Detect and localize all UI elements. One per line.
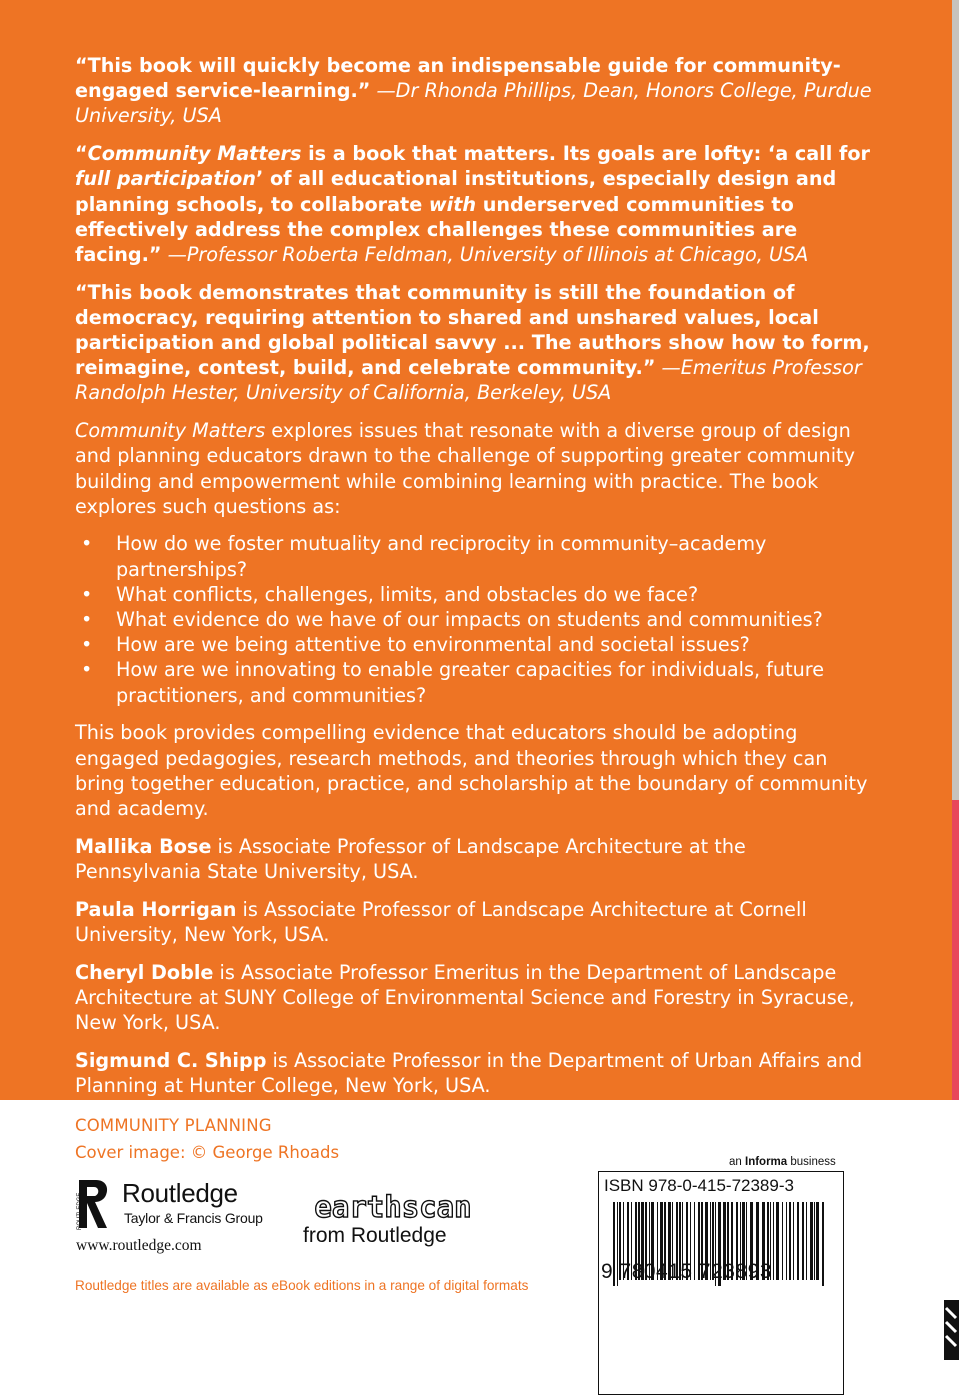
barcode-bar bbox=[816, 1202, 819, 1280]
quote-text: Community Matters bbox=[87, 142, 302, 166]
author-bios bbox=[75, 834, 875, 1098]
barcode-bar bbox=[773, 1202, 774, 1280]
earthscan-logo bbox=[303, 1190, 483, 1224]
endorsement-quote bbox=[75, 53, 875, 129]
publisher-url[interactable]: www.routledge.com bbox=[76, 1237, 202, 1254]
barcode-bar bbox=[789, 1202, 791, 1280]
routledge-name: Routledge bbox=[122, 1178, 238, 1208]
barcode-bar bbox=[814, 1202, 815, 1280]
quote-text: full participation bbox=[75, 167, 256, 191]
barcode-bar bbox=[782, 1202, 783, 1280]
question-item: • How are we being attentive to environmental and societal issues? bbox=[75, 632, 875, 657]
quote-text: “This book will quickly become an indispensable guide for community-engaged service-learning.” bbox=[75, 54, 841, 103]
barcode-bar bbox=[793, 1202, 794, 1280]
author-bio-text: is Associate Professor of Landscape Architecture at Cornell University, New York, USA. bbox=[75, 897, 807, 946]
author-name: Mallika Bose bbox=[75, 834, 212, 858]
spine-pink-band bbox=[952, 800, 959, 1100]
question-list bbox=[75, 531, 875, 707]
barcode-bar bbox=[786, 1202, 787, 1280]
barcode-bar bbox=[810, 1202, 813, 1280]
barcode-digits: 9 780415 723893 bbox=[601, 1260, 772, 1283]
question-item: • How are we innovating to enable greater capacities for individuals, future practitioners, and communities? bbox=[75, 657, 875, 707]
svg-text:ROUTLEDGE: ROUTLEDGE bbox=[77, 1192, 83, 1230]
routledge-mark-icon bbox=[76, 1176, 112, 1232]
barcode-bar bbox=[797, 1202, 799, 1280]
intro-book-title: Community Matters bbox=[75, 419, 266, 443]
author-bio bbox=[75, 1048, 875, 1098]
back-cover-text bbox=[75, 53, 875, 1111]
endorsement-quote bbox=[75, 141, 875, 267]
author-name: Cheryl Doble bbox=[75, 960, 214, 984]
endorsements bbox=[75, 53, 875, 406]
quote-text: ’ of all educational institutions, especially design and planning schools, to collaborate bbox=[75, 167, 837, 216]
informa-bold: Informa bbox=[745, 1156, 788, 1168]
informa-tagline bbox=[729, 1156, 836, 1168]
spine-corner-mark-icon bbox=[926, 1300, 959, 1360]
question-item: • What conflicts, challenges, limits, and obstacles do we face? bbox=[75, 582, 875, 607]
quote-text: “ bbox=[75, 142, 88, 166]
author-name: Sigmund C. Shipp bbox=[75, 1048, 267, 1072]
informa-pre: an bbox=[729, 1156, 745, 1168]
quote-attribution: —Emeritus Professor Randolph Hester, University of California, Berkeley, USA bbox=[75, 356, 862, 405]
isbn-label: ISBN 978-0-415-72389-3 bbox=[604, 1176, 794, 1195]
author-bio bbox=[75, 960, 875, 1036]
cover-footer bbox=[0, 1100, 959, 1360]
subject-category: COMMUNITY PLANNING bbox=[75, 1116, 272, 1135]
intro-paragraph bbox=[75, 418, 875, 519]
endorsement-quote bbox=[75, 280, 875, 406]
spine-edge-strip bbox=[952, 0, 959, 1100]
author-bio-text: is Associate Professor in the Department of Urban Affairs and Planning at Hunter College, New York, USA. bbox=[75, 1048, 863, 1097]
author-bio bbox=[75, 834, 875, 884]
informa-post: business bbox=[787, 1156, 836, 1168]
routledge-logo bbox=[76, 1176, 276, 1236]
author-bio bbox=[75, 897, 875, 947]
intro-text: explores issues that resonate with a diverse group of design and planning educators drawn to the challenge of supporting greater community building and empowerment while combining learning with practice. The book explores such questions as: bbox=[75, 419, 855, 518]
question-item: • What evidence do we have of our impacts on students and communities? bbox=[75, 607, 875, 632]
quote-text: is a book that matters. Its goals are lofty: ‘a call for bbox=[301, 142, 870, 166]
earthscan-wordmark: earthscan bbox=[314, 1190, 472, 1224]
earthscan-from-routledge: from Routledge bbox=[303, 1224, 447, 1247]
author-bio-text: is Associate Professor Emeritus in the Department of Landscape Architecture at SUNY College of Environmental Science and Forestry in Syracuse, New York, USA. bbox=[75, 960, 855, 1034]
author-bio-text: is Associate Professor of Landscape Architecture at the Pennsylvania State University, USA. bbox=[75, 834, 746, 883]
barcode-bar bbox=[776, 1202, 779, 1280]
quote-text: underserved communities to effectively address the complex challenges these communities are facing.” bbox=[75, 192, 798, 266]
ebook-note: Routledge titles are available as eBook editions in a range of digital formats bbox=[75, 1278, 529, 1293]
barcode-bar bbox=[806, 1202, 807, 1280]
quote-attribution: —Professor Roberta Feldman, University of Illinois at Chicago, USA bbox=[161, 242, 809, 266]
cover-image-credit: Cover image: © George Rhoads bbox=[75, 1143, 340, 1162]
author-name: Paula Horrigan bbox=[75, 897, 237, 921]
spine-grey-band bbox=[952, 0, 959, 800]
barcode-bar bbox=[802, 1202, 804, 1280]
quote-text: “This book demonstrates that community is still the foundation of democracy, requiring attention to shared and unshared values, local participation and global political savvy ... The authors show how to form, reimagine, contest, build, and celebrate community.” bbox=[75, 280, 870, 380]
question-item: • How do we foster mutuality and reciprocity in community–academy partnerships? bbox=[75, 531, 875, 581]
routledge-subtitle: Taylor & Francis Group bbox=[124, 1210, 263, 1226]
quote-attribution: —Dr Rhonda Phillips, Dean, Honors College, Purdue University, USA bbox=[75, 79, 872, 128]
barcode-bar bbox=[822, 1202, 824, 1286]
isbn-barcode-block bbox=[598, 1171, 844, 1395]
quote-text: with bbox=[428, 192, 477, 216]
conclusion-paragraph: This book provides compelling evidence that educators should be adopting engaged pedagogies, research methods, and theories through which they can bring together education, practice, and scholarship at the boundary of community and academy. bbox=[75, 721, 868, 820]
